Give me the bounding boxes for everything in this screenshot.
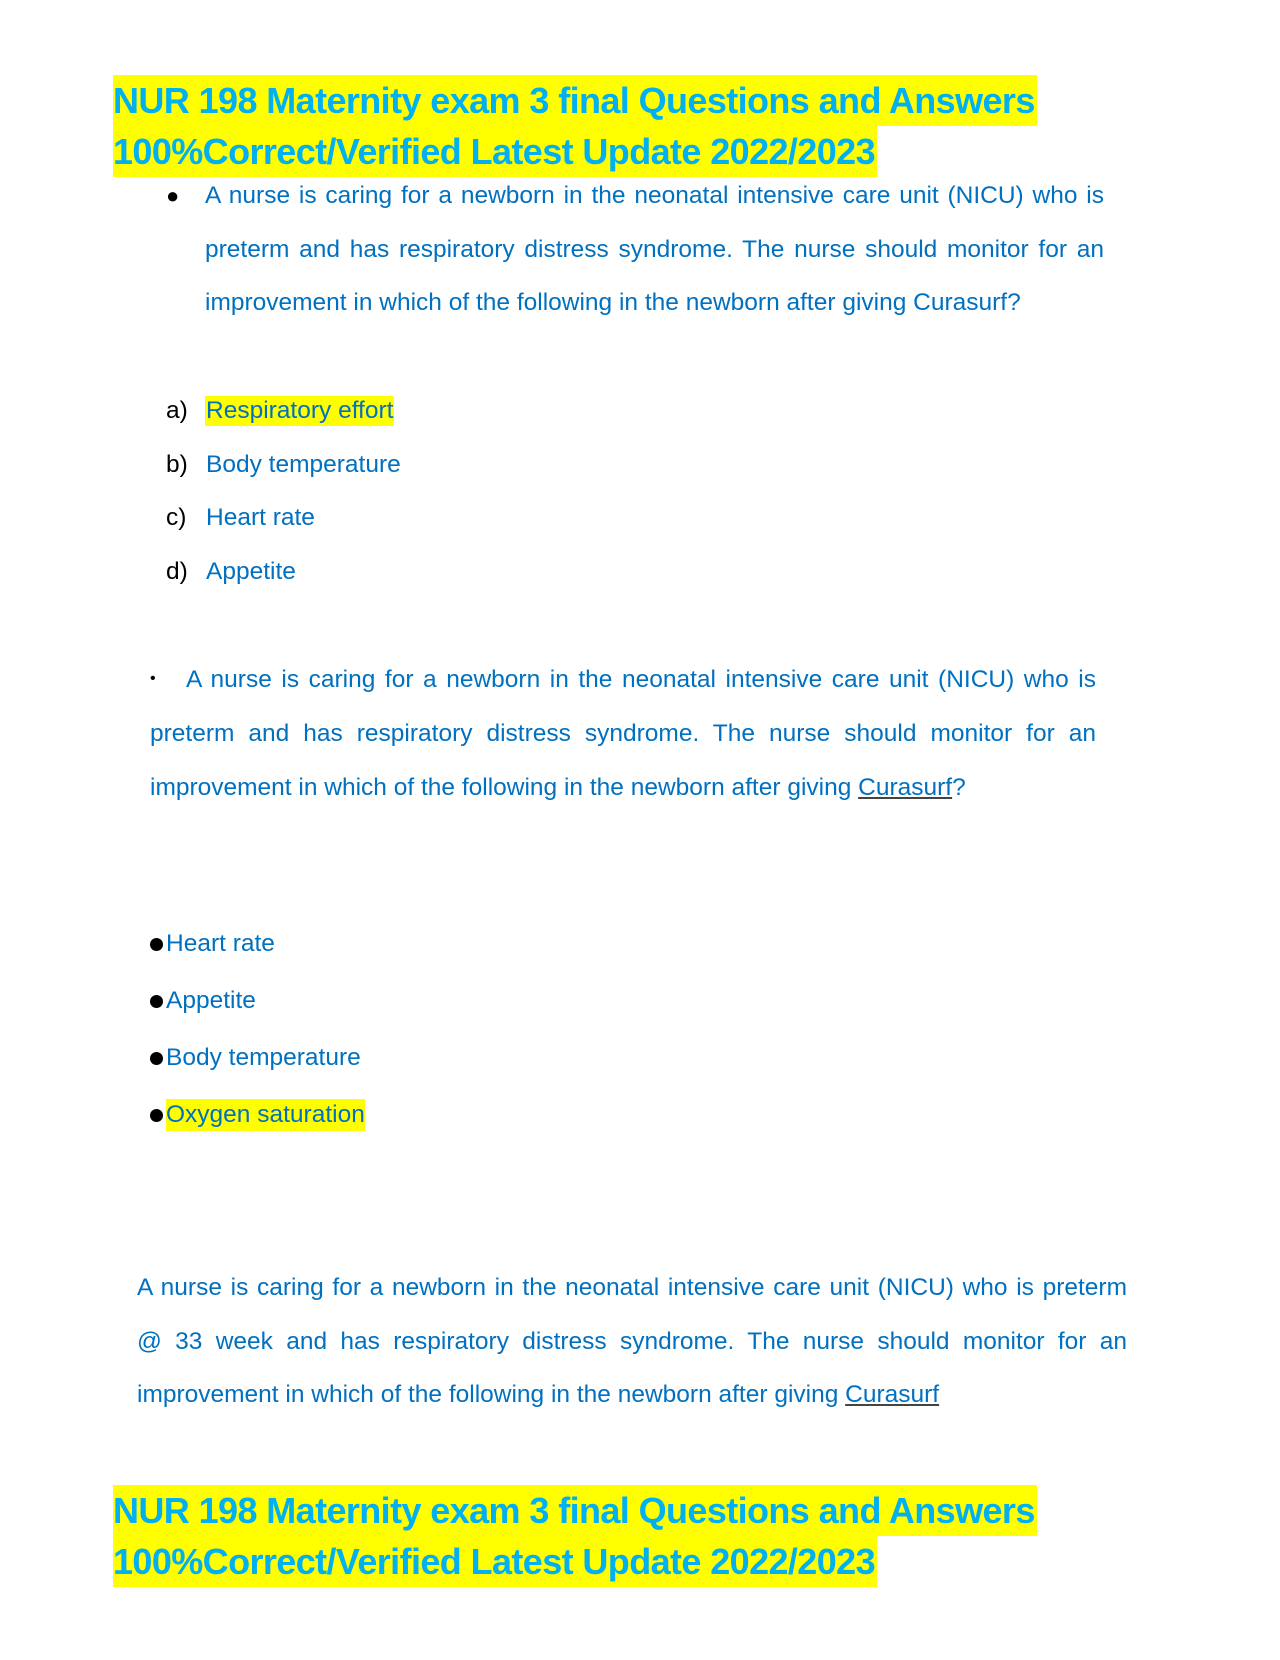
question-2-stem-text: A nurse is caring for a newborn in the neonatal intensive care unit (NICU) who is preterm and has respiratory distress syndrome. The nurse should monitor for an improvement in which of the following in the newborn after giving: [150, 666, 1096, 801]
option-text: Body temperature: [206, 450, 401, 478]
option-c: [166, 491, 402, 545]
question-1-options: [166, 384, 402, 598]
bullet-dot-icon: [150, 938, 163, 951]
list-item: [150, 972, 365, 1029]
question-3-stem: [137, 1261, 1127, 1422]
bullet-icon: ●: [166, 183, 180, 208]
bullet-dot-icon: [150, 995, 163, 1008]
option-text: Heart rate: [206, 504, 315, 531]
question-2: [150, 653, 1096, 814]
bullet-icon: •: [150, 669, 156, 687]
curasurf-link[interactable]: Curasurf: [858, 773, 953, 801]
document-title-repeat: [113, 1485, 1037, 1587]
curasurf-link[interactable]: Curasurf: [845, 1381, 940, 1408]
list-item: [150, 1029, 365, 1086]
document-title: [113, 75, 1037, 177]
option-text: Body temperature: [166, 1043, 361, 1071]
question-3: [137, 1261, 1127, 1422]
question-2-options: [150, 915, 365, 1143]
question-1-stem: A nurse is caring for a newborn in the neonatal intensive care unit (NICU) who is preterm and has respiratory distress syndrome. The nurse should monitor for an improvement in which of the following in the newborn after giving Curasurf?: [205, 182, 1104, 316]
list-item: [150, 1086, 365, 1143]
question-mark: ?: [952, 773, 966, 801]
option-a: [166, 384, 402, 438]
option-text: Heart rate: [166, 929, 275, 957]
option-label: b): [166, 450, 188, 478]
question-3-stem-text: A nurse is caring for a newborn in the neonatal intensive care unit (NICU) who is preterm @ 33 week and has respiratory distress syndrome. The nurse should monitor for an improvement in which of the following in the newborn after giving: [137, 1274, 1127, 1408]
option-text: Appetite: [166, 986, 256, 1014]
option-text-correct: Oxygen saturation: [166, 1099, 365, 1131]
option-label: a): [166, 397, 188, 424]
option-b: [166, 438, 402, 492]
option-label: c): [166, 504, 187, 531]
question-1: [166, 169, 1106, 330]
title-line-1: NUR 198 Maternity exam 3 final Questions and Answers: [113, 75, 1037, 126]
option-text: Appetite: [206, 557, 296, 585]
bullet-dot-icon: [150, 1052, 163, 1065]
option-label: d): [166, 557, 188, 585]
title-line-2: 100%Correct/Verified Latest Update 2022/2023: [113, 126, 877, 177]
title-line-2: 100%Correct/Verified Latest Update 2022/2023: [113, 1536, 877, 1587]
list-item: [150, 915, 365, 972]
option-d: [166, 545, 402, 599]
question-2-stem: [150, 653, 1096, 814]
option-text-correct: Respiratory effort: [206, 397, 394, 424]
bullet-dot-icon: [150, 1109, 163, 1122]
title-line-1: NUR 198 Maternity exam 3 final Questions and Answers: [113, 1485, 1037, 1536]
